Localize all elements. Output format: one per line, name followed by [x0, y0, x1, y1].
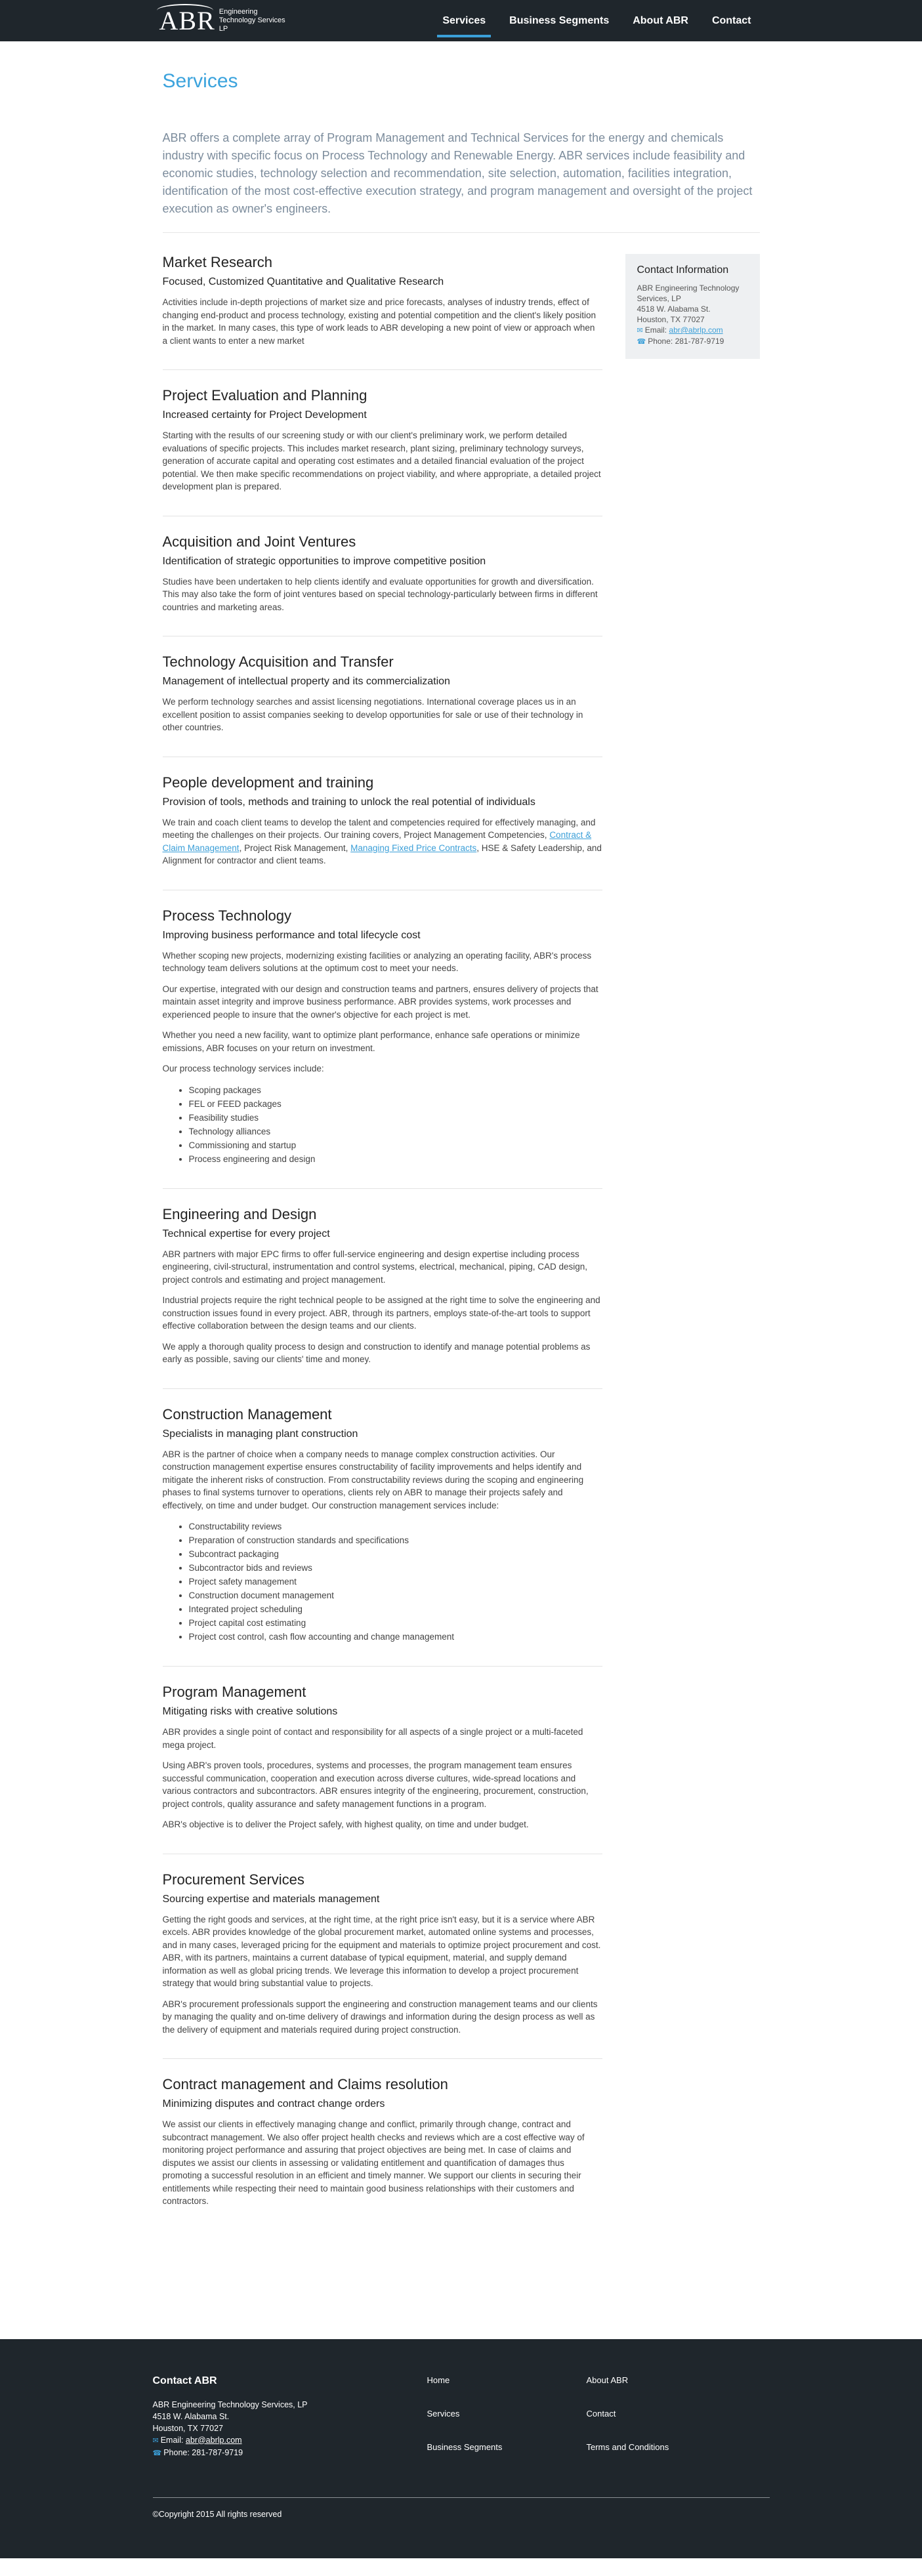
contact-email-row [637, 325, 748, 336]
email-label: Email: [644, 325, 669, 335]
main-nav [430, 0, 763, 41]
list-item: • Preparation of construction standards and specifications [189, 1533, 602, 1547]
section-subtitle: Focused, Customized Quantitative and Qualitative Research [162, 276, 444, 287]
logo-text: Engineering Technology Services LP [219, 8, 285, 33]
footer-divider [153, 2497, 770, 2498]
logo-swoosh-icon [157, 4, 213, 17]
section-paragraph: We assist our clients in effectively managing change and conflict, primarily through change, contract and subcontract management. We also offer project health checks and reviews which are a cost effective way of monitoring project performance and assuring that project objectives are being met. In case of claims and disputes we assist our clients in assessing or validating entitlement and quantification of damages thus promoting a successful resolution in an efficient and timely manner. We support our clients in securing their entitlements while respecting their need to maintain good business relationships with their customers and contractors. [162, 2119, 585, 2206]
section-paragraph: Getting the right goods and services, at the right time, at the right price isn't easy, but it is a service where ABR excels. ABR provides knowledge of the global procurement market, automated online systems and processes, and in many cases, leveraged pricing for the equipment and materials to optimize project procurement and cost. ABR, with its partners, maintains a current database of typical equipment, material, and supply demand information as well as global pricing trends. We leverage this information to develop a project procurement strategy that would bring substantial value to projects. [162, 1914, 601, 1988]
list-item: • Scoping packages [189, 1083, 602, 1097]
contact-email-link[interactable]: abr@abrlp.com [669, 325, 723, 335]
section-subtitle: Improving business performance and total lifecycle cost [162, 929, 421, 941]
list-item: • Project cost control, cash flow accounting and change management [189, 1630, 602, 1644]
section-people-development [163, 774, 602, 890]
contact-phone-row [637, 336, 748, 347]
section-paragraph: ABR's procurement professionals support the engineering and construction management teams and our clients by managing the quality and on-time delivery of drawings and information during the design process as well as the delivery of equipment and materials required during project construction. [162, 1999, 598, 2035]
main-content [163, 41, 760, 2247]
footer-company: ABR Engineering Technology Services, LP [152, 2399, 308, 2409]
section-title: Procurement Services [162, 1871, 304, 1888]
section-paragraph: Starting with the results of our screening study or with our client's preliminary work, we perform detailed evaluations of specific projects. This includes market research, plant sizing, preliminary technology surveys, generation of accurate capital and operating cost estimates and a detailed financial evaluation of the project potential. We then make specific recommendations on project viability, and where appropriate, a detailed project development plan is prepared. [162, 430, 601, 491]
email-label: Email: [160, 2435, 186, 2445]
footer-link-services[interactable]: Services [427, 2408, 460, 2419]
section-paragraph: Using ABR's proven tools, procedures, systems and processes, the program management team ensures successful communication, cooperation and execution across diverse cultures, wide-spread locations and various contractors and subcontractors. ABR ensures integrity of the engineering, procurement, construction, project controls, quality assurance and safety management functions in a program. [162, 1760, 589, 1809]
section-subtitle: Management of intellectual property and its commercialization [162, 676, 450, 687]
section-title: Contract management and Claims resolution [162, 2076, 448, 2092]
section-subtitle: Technical expertise for every project [162, 1228, 330, 1239]
section-paragraph: We perform technology searches and assist licensing negotiations. International coverage places us in an excellent position to assist companies seeking to develop opportunities for sale or use of their technology in other countries. [162, 697, 583, 732]
phone-icon: ☎ [152, 2449, 162, 2457]
footer-link-home[interactable]: Home [427, 2375, 450, 2385]
section-subtitle: Increased certainty for Project Development [162, 409, 367, 421]
contact-info-box [625, 254, 760, 359]
footer-link-terms[interactable]: Terms and Conditions [586, 2441, 669, 2452]
footer-email-row [153, 2434, 427, 2447]
contact-company: ABR Engineering Technology Services, LP [637, 283, 740, 303]
section-paragraph: Whether scoping new projects, modernizing existing facilities or analyzing an operating facility, ABR's process technology team delivers solutions at the optimum cost to meet your needs. [162, 950, 592, 973]
section-subtitle: Provision of tools, methods and training to unlock the real potential of individuals [162, 796, 535, 808]
list-item: • Process engineering and design [189, 1152, 602, 1166]
envelope-icon: ✉ [152, 2436, 159, 2445]
services-list [163, 254, 602, 2247]
section-paragraph: Studies have been undertaken to help clients identify and evaluate opportunities for growth and diversification. This may also take the form of joint ventures based on special technology-particularly between firms in different countries and marketing areas. [162, 576, 598, 612]
list-item: • Subcontractor bids and reviews [189, 1561, 602, 1575]
contact-phone: Phone: 281-787-9719 [648, 337, 724, 346]
section-title: Construction Management [162, 1405, 332, 1423]
footer [0, 2339, 922, 2558]
section-paragraph: ABR provides a single point of contact and responsibility for all aspects of a single project or a multi-faceted mega project. [162, 1727, 583, 1750]
section-acquisition [163, 533, 602, 637]
process-services-list [189, 1083, 602, 1166]
sidebar [625, 254, 760, 2247]
footer-link-contact[interactable]: Contact [586, 2408, 616, 2419]
footer-address-line1: 4518 W. Alabama St. [152, 2411, 230, 2421]
list-item: • Integrated project scheduling [189, 1602, 602, 1616]
text-segment: We train and coach client teams to develop the talent and competencies required for effectively managing, and meeting the challenges on their projects. Our training covers, Project Management Competencies, [162, 817, 596, 840]
section-contract-management [163, 2076, 602, 2230]
list-item: • Subcontract packaging [189, 1547, 602, 1561]
top-navbar [0, 0, 922, 41]
contact-address-line1: 4518 W. Alabama St. [637, 304, 711, 314]
section-construction-management [163, 1406, 602, 1667]
section-paragraph: ABR partners with major EPC firms to offer full-service engineering and design expertise including process engineering, civil-structural, instrumentation and control systems, electrical, mechanical, piping, CAD design, project controls and estimating and project management. [162, 1249, 588, 1285]
list-item: • FEL or FEED packages [189, 1097, 602, 1111]
section-title: Program Management [162, 1684, 306, 1700]
footer-link-business-segments[interactable]: Business Segments [427, 2441, 503, 2452]
fixed-price-contracts-link[interactable]: Managing Fixed Price Contracts [350, 842, 477, 853]
text-segment: , Project Risk Management, [239, 842, 351, 853]
section-title: Market Research [162, 254, 273, 270]
page-title: Services [162, 70, 238, 92]
footer-email-link[interactable]: abr@abrlp.com [185, 2435, 242, 2445]
contact-address-line2: Houston, TX 77027 [637, 315, 705, 324]
envelope-icon: ✉ [637, 327, 643, 335]
section-paragraph: Our expertise, integrated with our design and construction teams and partners, ensures delivery of projects that maintain asset integrity and improve business performance. ABR provides systems, work processes and experienced people to insure that the owner's objective for each project is met. [162, 984, 598, 1020]
section-title: People development and training [162, 774, 374, 791]
section-paragraph: ABR is the partner of choice when a company needs to manage complex construction activities. Our construction management expertise ensures constructability of facility improvements and helps identify and mitigate the inherent risks of construction. From constructability reviews during the scoping and engineering phases to final systems turnover to operations, clients rely on ABR to manage their projects safely and effectively, on time and under budget. Our construction management services include: [162, 1449, 584, 1510]
section-title: Engineering and Design [162, 1205, 317, 1222]
footer-address-line2: Houston, TX 77027 [152, 2423, 223, 2433]
section-subtitle: Mitigating risks with creative solutions [162, 1706, 338, 1717]
section-procurement [163, 1871, 602, 2060]
section-paragraph: We apply a thorough quality process to design and construction to identify and manage potential problems as early as possible, saving our clients' time and money. [162, 1341, 591, 1364]
contact-info-title: Contact Information [637, 264, 729, 276]
section-subtitle: Specialists in managing plant construction [162, 1428, 358, 1440]
nav-services[interactable]: Services [430, 0, 497, 41]
footer-links [427, 2375, 746, 2459]
section-market-research [163, 254, 602, 370]
logo-mark: ABR [159, 8, 215, 34]
section-subtitle: Identification of strategic opportunities to improve competitive position [162, 555, 486, 567]
nav-contact[interactable]: Contact [711, 14, 751, 26]
section-project-evaluation [163, 387, 602, 516]
intro-paragraph: ABR offers a complete array of Program Management and Technical Services for the energy and chemicals industry with specific focus on Process Technology and Renewable Energy. ABR services include feasibility and economic studies, technology selection and recommendation, site selection, automation, facilities integration, identification of the most cost-effective execution strategy, and program management and oversight of the project execution as owner's engineers. [163, 129, 760, 233]
section-paragraph: Our process technology services include: [162, 1064, 324, 1073]
list-item: • Commissioning and startup [189, 1138, 602, 1152]
nav-about[interactable]: About ABR [633, 14, 688, 26]
list-item: • Project safety management [189, 1575, 602, 1589]
section-subtitle: Sourcing expertise and materials management [162, 1893, 380, 1905]
list-item: • Constructability reviews [189, 1520, 602, 1533]
section-title: Process Technology [162, 907, 291, 924]
footer-link-about[interactable]: About ABR [586, 2375, 629, 2385]
text-segment: , HSE & Safety Leadership, and Alignment for contractor and client teams. [162, 842, 602, 865]
section-engineering-design [163, 1206, 602, 1389]
section-paragraph: Industrial projects require the right technical people to be assigned at the right time to solve the engineering and construction issues found in every project. ABR, through its partners, employs state-of-the-art tools to support effective collaboration between the design teams and our clients. [162, 1295, 600, 1331]
construction-services-list [189, 1520, 602, 1644]
section-subtitle: Minimizing disputes and contract change orders [162, 2098, 385, 2109]
footer-phone-row [153, 2447, 427, 2459]
list-item: • Technology alliances [189, 1125, 602, 1138]
section-technology-transfer [163, 654, 602, 757]
copyright: ©Copyright 2015 All rights reserved [152, 2509, 282, 2519]
section-paragraph [163, 816, 602, 867]
footer-contact [153, 2375, 427, 2459]
section-title: Technology Acquisition and Transfer [162, 654, 394, 670]
footer-phone: Phone: 281-787-9719 [163, 2447, 243, 2457]
nav-business-segments[interactable]: Business Segments [509, 14, 610, 26]
contract-claim-link[interactable]: Contract & Claim Management [162, 830, 592, 853]
company-logo[interactable] [159, 5, 291, 35]
section-process-technology [163, 907, 602, 1189]
section-paragraph: Whether you need a new facility, want to optimize plant performance, enhance safe operations or minimize emissions, ABR focuses on your return on investment. [162, 1030, 580, 1053]
list-item: • Construction document management [189, 1589, 602, 1602]
list-item: • Feasibility studies [189, 1111, 602, 1125]
phone-icon: ☎ [637, 338, 646, 346]
section-program-management [163, 1684, 602, 1854]
section-paragraph: Activities include in-depth projections of market size and price forecasts, analyses of industry trends, effect of changing end-product and process technology, existing and potential competition and the client's likely position in the market. In many cases, this type of work leads to ABR developing a new point of view or approach when a client wants to enter a new market [162, 297, 596, 346]
footer-contact-title: Contact ABR [152, 2375, 217, 2386]
section-title: Acquisition and Joint Ventures [162, 533, 356, 550]
section-paragraph: ABR's objective is to deliver the Project safely, with highest quality, on time and under budget. [162, 1819, 529, 1829]
section-title: Project Evaluation and Planning [162, 387, 367, 404]
list-item: • Project capital cost estimating [189, 1616, 602, 1630]
